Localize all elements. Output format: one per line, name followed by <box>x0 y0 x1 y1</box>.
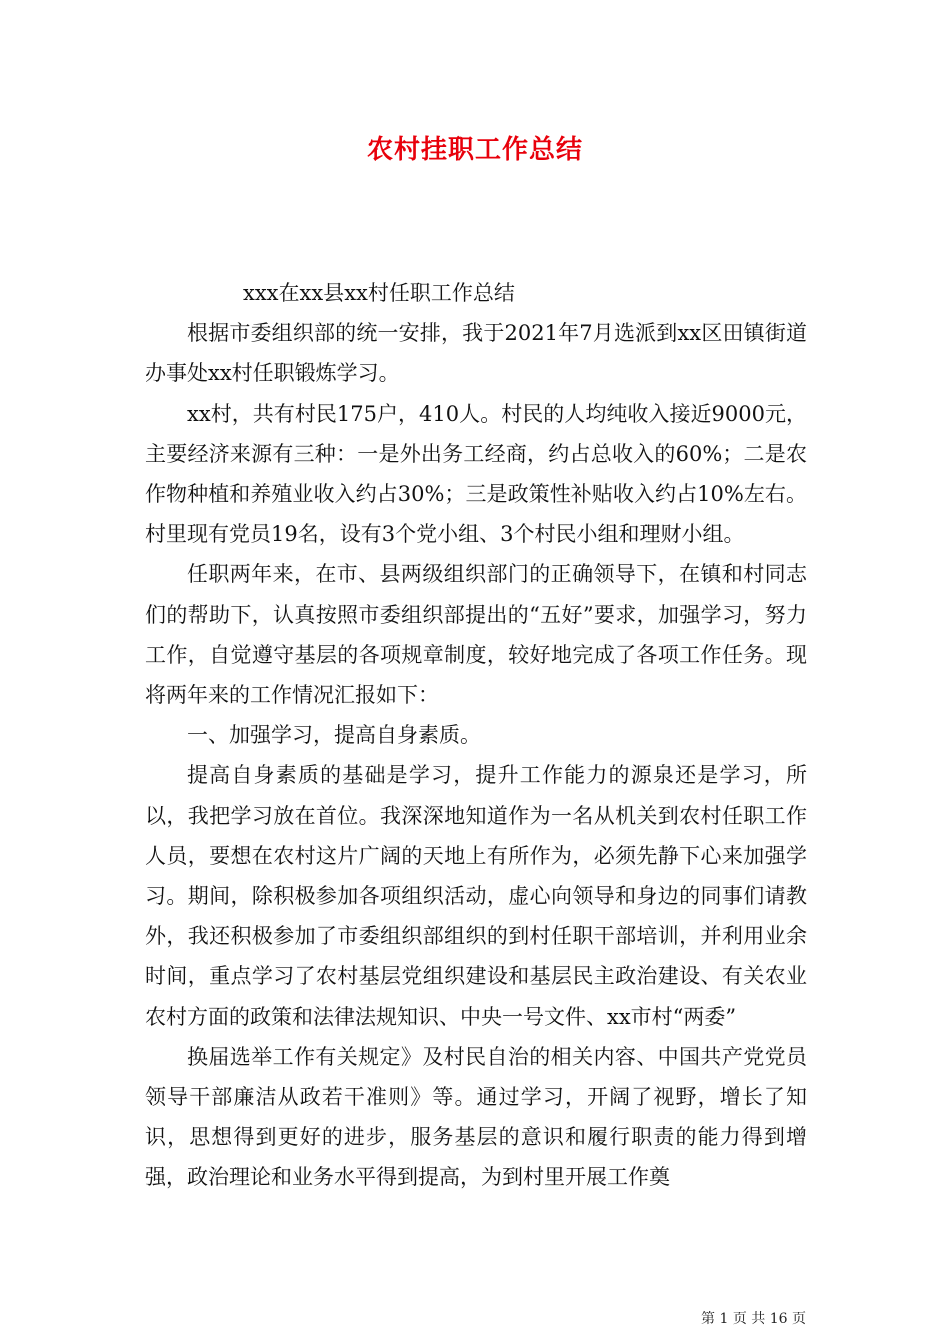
document-body <box>145 273 807 1198</box>
paragraph-village-overview: xx村，共有村民175户，410人。村民的人均纯收入接近9000元，主要经济来源有三种：一是外出务工经商，约占总收入的60%；二是农作物种植和养殖业收入约占30%；三是政策性补贴收入约占10%左右。村里现有党员19名，设有3个党小组、3个村民小组和理财小组。 <box>145 401 807 547</box>
section-heading-study: 一、加强学习，提高自身素质。 <box>187 723 481 748</box>
paragraph-assignment: 根据市委组织部的统一安排，我于2021年7月选派到xx区田镇街道办事处xx村任职锻炼学习。 <box>145 321 807 386</box>
page-number: 第 1 页 共 16 页 <box>701 1311 806 1327</box>
paragraph-work-intro: 任职两年来，在市、县两级组织部门的正确领导下，在镇和村同志们的帮助下，认真按照市委组织部提出的“五好”要求，加强学习，努力工作，自觉遵守基层的各项规章制度，较好地完成了各项工作任务。现将两年来的工作情况汇报如下： <box>145 562 807 708</box>
paragraph-study-details: 提高自身素质的基础是学习，提升工作能力的源泉还是学习，所以，我把学习放在首位。我深深地知道作为一名从机关到农村任职工作人员，要想在农村这片广阔的天地上有所作为，必须先静下心来加强学习。期间，除积极参加各项组织活动，虚心向领导和身边的同事们请教外，我还积极参加了市委组织部组织的到村任职干部培训，并利用业余时间，重点学习了农村基层党组织建设和基层民主政治建设、有关农业农村方面的政策和法律法规知识、中央一号文件、xx市村“两委” <box>145 763 807 1029</box>
document-subtitle: xxx在xx县xx村任职工作总结 <box>243 281 515 305</box>
paragraph-study-results: 换届选举工作有关规定》及村民自治的相关内容、中国共产党党员领导干部廉洁从政若干准则》等。通过学习，开阔了视野，增长了知识，思想得到更好的进步，服务基层的意识和履行职责的能力得到增强，政治理论和业务水平得到提高，为到村里开展工作奠 <box>145 1044 807 1190</box>
page-title: 农村挂职工作总结 <box>366 135 583 165</box>
